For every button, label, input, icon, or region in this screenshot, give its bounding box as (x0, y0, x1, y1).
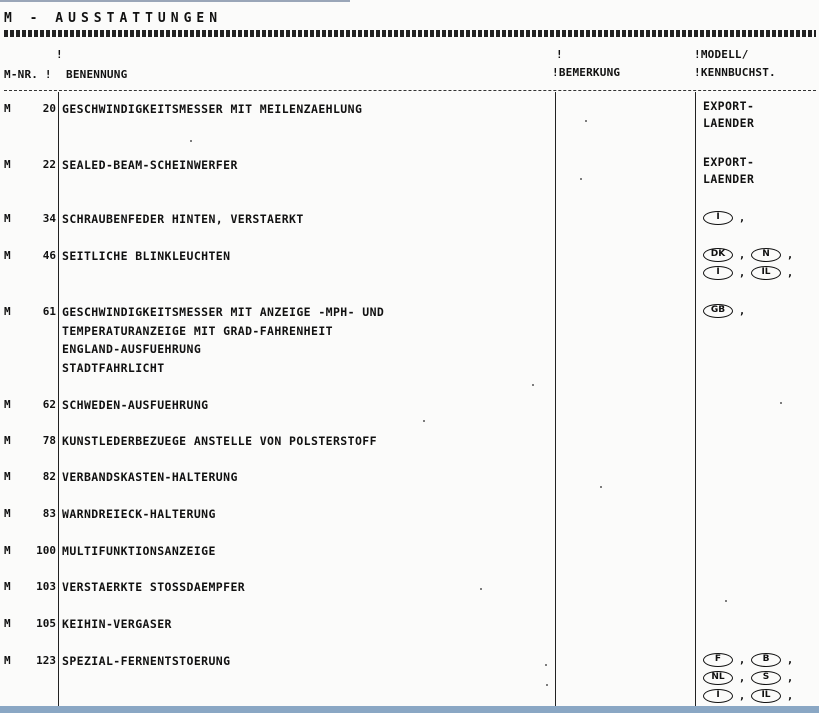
row-number: 82 (42, 470, 56, 483)
row-description (62, 156, 238, 175)
description-line: TEMPERATURANZEIGE MIT GRAD-FAHRENHEIT (62, 323, 333, 338)
scan-speck (545, 664, 547, 666)
scan-speck (190, 140, 192, 142)
description-line: GESCHWINDIGKEITSMESSER MIT ANZEIGE -MPH- UND (62, 305, 385, 319)
header-benennung: BENENNUNG (66, 68, 128, 81)
document-title: M - AUSSTATTUNGEN (4, 11, 223, 26)
row-m-prefix: M (4, 544, 11, 557)
title-double-rule (4, 30, 816, 37)
description-line: VERSTAERKTE STOSSDAEMPFER (62, 580, 246, 594)
scan-speck (725, 600, 727, 602)
row-number: 123 (36, 654, 56, 667)
badge-row (703, 209, 815, 226)
header-modell: !MODELL/ (694, 48, 749, 61)
badge-row (703, 687, 815, 704)
badge-separator: , (786, 248, 794, 261)
scan-speck (585, 120, 587, 122)
row-m-prefix: M (4, 507, 11, 520)
scan-speck (546, 684, 548, 686)
header-mnr: M-NR. ! (4, 68, 52, 81)
description-line: MULTIFUNKTIONSANZEIGE (62, 544, 216, 558)
row-description (62, 468, 238, 487)
row-m-prefix: M (4, 398, 11, 411)
header-tick-mnr: ! (56, 48, 63, 61)
country-code-badge: GB (703, 304, 733, 318)
badge-row (703, 302, 815, 319)
description-line: SCHWEDEN-AUSFUEHRUNG (62, 398, 209, 412)
description-line: GESCHWINDIGKEITSMESSER MIT MEILENZAEHLUNG (62, 102, 363, 116)
row-number: 46 (42, 249, 56, 262)
row-description (62, 210, 304, 229)
header-tick-bemerkung: ! (556, 48, 563, 61)
row-country-badges (703, 246, 815, 282)
badge-separator: , (738, 671, 746, 684)
bottom-edge-bar (0, 706, 819, 713)
model-line: EXPORT- (703, 99, 755, 113)
badge-separator: , (738, 248, 746, 261)
model-line: LAENDER (703, 116, 755, 130)
badge-separator: , (786, 671, 794, 684)
description-line: VERBANDSKASTEN-HALTERUNG (62, 470, 238, 484)
description-line: KEIHIN-VERGASER (62, 617, 172, 631)
row-description (62, 652, 230, 671)
country-code-badge: I (703, 689, 733, 703)
scan-speck (600, 486, 602, 488)
country-code-badge: IL (751, 689, 781, 703)
description-line: SPEZIAL-FERNENTSTOERUNG (62, 654, 231, 668)
scan-speck (480, 588, 482, 590)
top-edge-line (0, 0, 350, 2)
row-m-prefix: M (4, 158, 11, 171)
row-m-prefix: M (4, 617, 11, 630)
header-kennbuchst: !KENNBUCHST. (694, 66, 776, 79)
description-line: SCHRAUBENFEDER HINTEN, VERSTAERKT (62, 212, 304, 226)
country-code-badge: I (703, 211, 733, 225)
model-line: LAENDER (703, 172, 755, 186)
row-country-badges (703, 651, 815, 705)
badge-separator: , (738, 266, 746, 279)
row-number: 61 (42, 305, 56, 318)
row-country-badges (703, 302, 815, 320)
row-model-text (703, 154, 754, 188)
row-description (62, 396, 208, 415)
row-m-prefix: M (4, 580, 11, 593)
row-description (62, 432, 377, 451)
badge-separator: , (786, 653, 794, 666)
row-number: 83 (42, 507, 56, 520)
description-line: WARNDREIECK-HALTERUNG (62, 507, 216, 521)
country-code-badge: I (703, 266, 733, 280)
row-number: 22 (42, 158, 56, 171)
row-description (62, 100, 362, 119)
country-code-badge: DK (703, 248, 733, 262)
description-line: ENGLAND-AUSFUEHRUNG (62, 342, 202, 356)
badge-row (703, 651, 815, 668)
row-model-text (703, 98, 754, 132)
header-bemerkung: !BEMERKUNG (552, 66, 621, 79)
country-code-badge: NL (703, 671, 733, 685)
row-number: 34 (42, 212, 56, 225)
badge-separator: , (738, 211, 746, 224)
scan-speck (423, 420, 425, 422)
description-line: KUNSTLEDERBEZUEGE ANSTELLE VON POLSTERSTOFF (62, 434, 377, 448)
scan-speck (580, 178, 582, 180)
scan-speck (532, 384, 534, 386)
row-m-prefix: M (4, 249, 11, 262)
row-description (62, 505, 216, 524)
description-line: SEITLICHE BLINKLEUCHTEN (62, 249, 231, 263)
description-line: SEALED-BEAM-SCHEINWERFER (62, 158, 238, 172)
row-number: 78 (42, 434, 56, 447)
badge-row (703, 264, 815, 281)
row-m-prefix: M (4, 470, 11, 483)
country-code-badge: N (751, 248, 781, 262)
row-number: 105 (36, 617, 56, 630)
column-divider-bemerkung (555, 92, 556, 706)
country-code-badge: B (751, 653, 781, 667)
row-description (62, 542, 216, 561)
badge-row (703, 246, 815, 263)
row-number: 103 (36, 580, 56, 593)
row-description (62, 578, 245, 597)
scan-speck (780, 402, 782, 404)
row-description (62, 615, 172, 634)
row-number: 100 (36, 544, 56, 557)
badge-separator: , (738, 653, 746, 666)
row-description (62, 303, 384, 377)
row-number: 62 (42, 398, 56, 411)
badge-separator: , (738, 689, 746, 702)
header-underline (4, 90, 816, 91)
badge-separator: , (738, 304, 746, 317)
badge-separator: , (786, 266, 794, 279)
row-country-badges (703, 209, 815, 227)
row-m-prefix: M (4, 102, 11, 115)
country-code-badge: F (703, 653, 733, 667)
row-m-prefix: M (4, 212, 11, 225)
row-m-prefix: M (4, 434, 11, 447)
column-divider-modell (695, 92, 696, 706)
badge-row (703, 669, 815, 686)
country-code-badge: IL (751, 266, 781, 280)
row-number: 20 (42, 102, 56, 115)
row-description (62, 247, 230, 266)
badge-separator: , (786, 689, 794, 702)
model-line: EXPORT- (703, 155, 755, 169)
description-line: STADTFAHRLICHT (62, 360, 165, 375)
row-m-prefix: M (4, 305, 11, 318)
country-code-badge: S (751, 671, 781, 685)
row-m-prefix: M (4, 654, 11, 667)
column-divider-mnr (58, 92, 59, 706)
